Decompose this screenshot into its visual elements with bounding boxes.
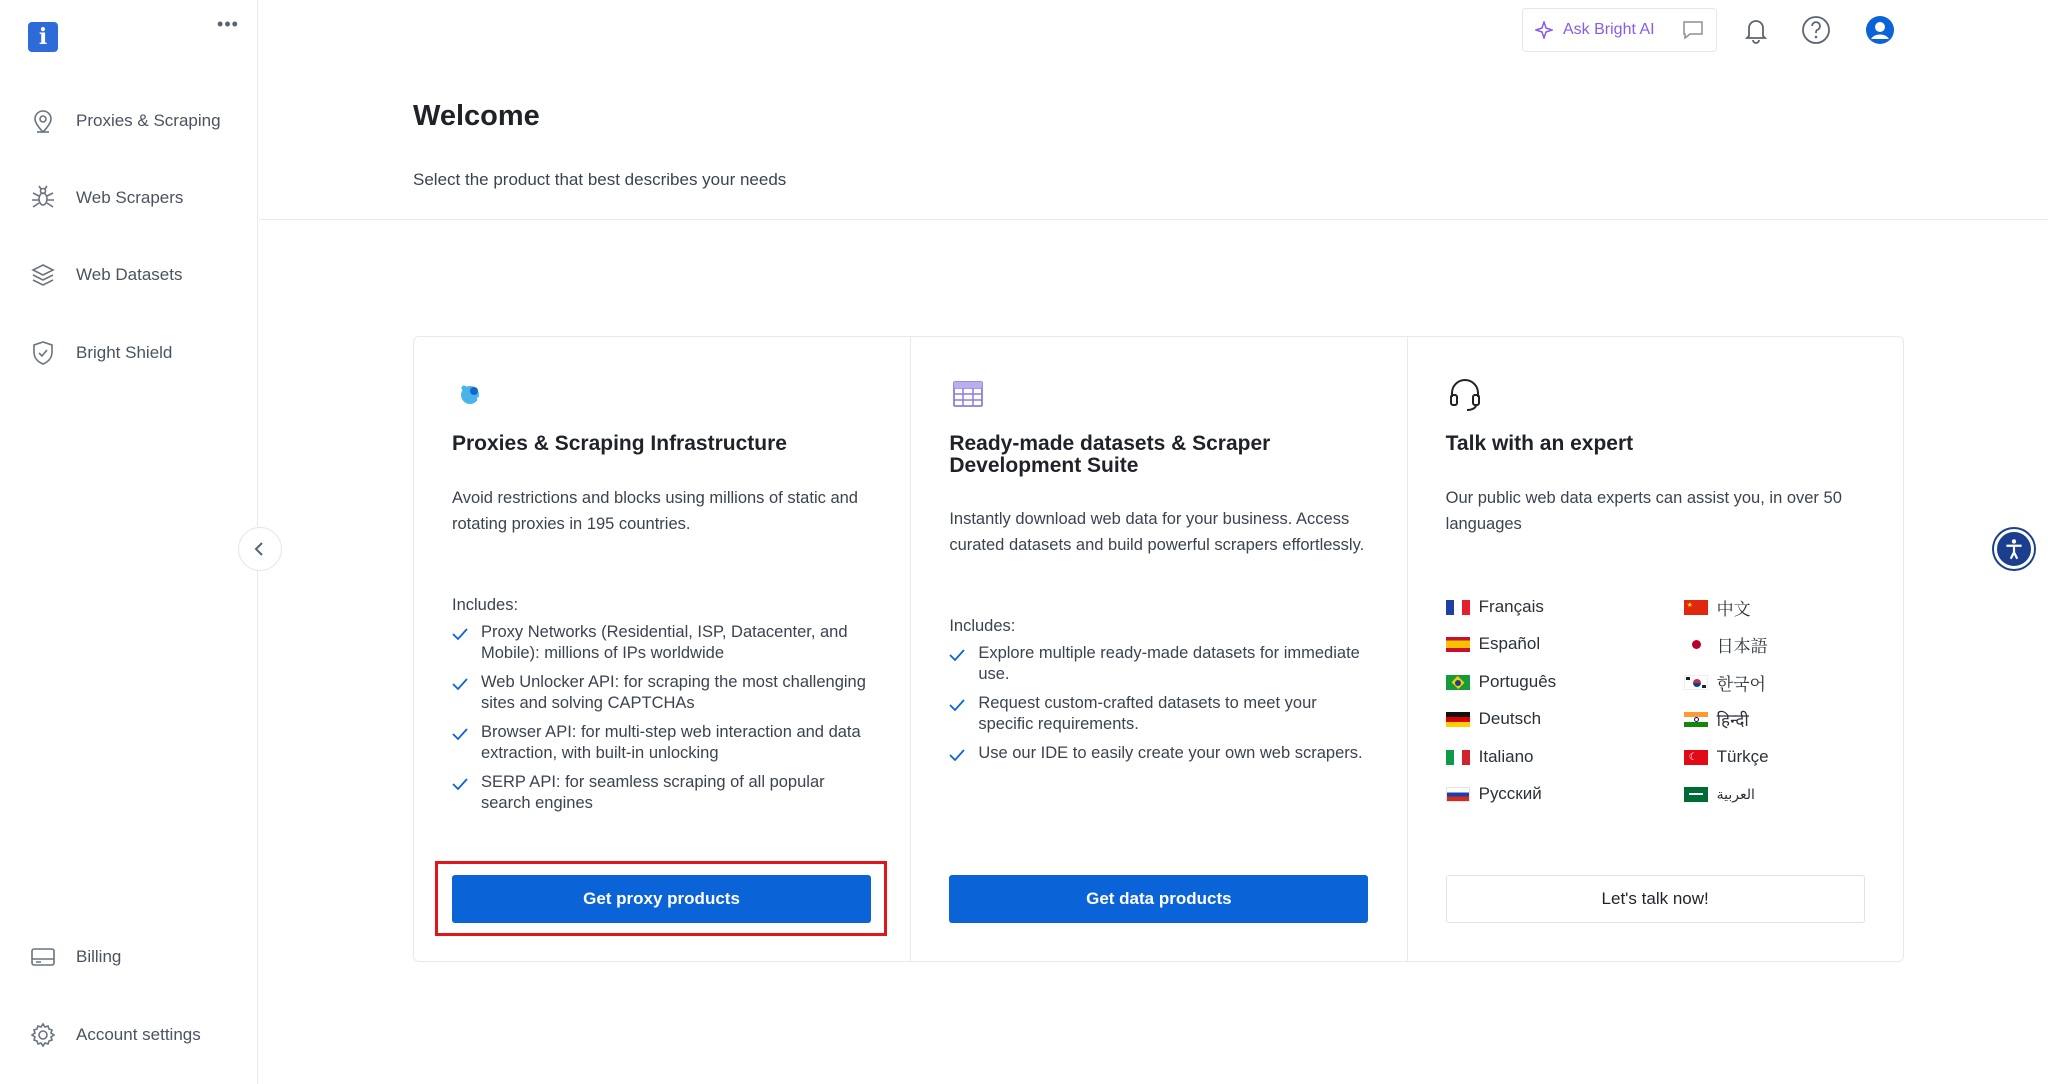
more-options-icon[interactable]: •••: [217, 14, 239, 34]
flag-saudi-arabia-icon: [1684, 787, 1708, 802]
flag-germany-icon: [1446, 712, 1470, 727]
flag-russia-icon: [1446, 787, 1470, 802]
includes-list: [452, 622, 872, 822]
check-icon: [452, 777, 468, 791]
language-label: Deutsch: [1478, 709, 1542, 728]
language-item: [1684, 745, 1769, 769]
check-icon: [452, 677, 468, 691]
list-item-text: Browser API: for multi-step web interaction and data extraction, with built-in unlocking: [481, 723, 861, 762]
bell-icon[interactable]: [1740, 14, 1772, 46]
language-item: [1446, 670, 1557, 694]
list-item: [452, 672, 872, 714]
list-item-text: SERP API: for seamless scraping of all popular search engines: [481, 773, 825, 812]
headset-icon: [1446, 375, 1484, 413]
list-item-text: Request custom-crafted datasets to meet your specific requirements.: [978, 694, 1317, 733]
language-label: Italiano: [1478, 747, 1534, 766]
flag-brazil-icon: [1446, 675, 1470, 690]
credit-card-icon: [28, 942, 58, 972]
language-item: [1446, 632, 1540, 656]
get-proxy-products-button[interactable]: Get proxy products: [452, 875, 871, 923]
language-item: [1684, 782, 1755, 806]
brand-logo-icon[interactable]: i: [28, 22, 58, 52]
check-icon: [452, 727, 468, 741]
check-icon: [452, 627, 468, 641]
includes-list: [949, 643, 1369, 772]
table-grid-icon: [949, 375, 987, 413]
list-item-text: Proxy Networks (Residential, ISP, Datacenter, and Mobile): millions of IPs worldwide: [481, 623, 848, 662]
get-data-products-button[interactable]: Get data products: [949, 875, 1368, 923]
language-item: [1684, 707, 1749, 731]
flag-india-icon: [1684, 712, 1708, 727]
flag-spain-icon: [1446, 637, 1470, 652]
check-icon: [949, 748, 965, 762]
list-item-text: Use our IDE to easily create your own web scrapers.: [978, 744, 1363, 762]
location-pin-icon: [28, 106, 58, 136]
sidebar-item-proxies-scraping[interactable]: [28, 104, 221, 138]
flag-turkey-icon: ☾: [1684, 750, 1708, 765]
flag-china-icon: ★: [1684, 600, 1708, 615]
sidebar-item-label: Web Scrapers: [76, 188, 184, 207]
language-item: [1684, 670, 1766, 694]
list-item: [452, 622, 872, 664]
shield-check-icon: [28, 338, 58, 368]
product-cards: [413, 336, 1904, 962]
list-item-text: Explore multiple ready-made datasets for immediate use.: [978, 644, 1360, 683]
proxy-network-icon: [452, 375, 490, 413]
card-title: Proxies & Scraping Infrastructure: [452, 432, 787, 455]
card-description: Avoid restrictions and blocks using millions of static and rotating proxies in 195 countries.: [452, 489, 858, 533]
language-label: Русский: [1478, 784, 1542, 803]
sidebar-item-label: Proxies & Scraping: [76, 111, 221, 130]
spider-icon: [28, 183, 58, 213]
language-label: Türkçe: [1716, 747, 1769, 766]
page-title: Welcome: [413, 100, 540, 132]
list-item: [949, 743, 1369, 764]
accessibility-icon: [2001, 536, 2027, 562]
language-item: [1446, 745, 1534, 769]
language-label: Français: [1478, 597, 1544, 616]
flag-italy-icon: [1446, 750, 1470, 765]
accessibility-widget-button[interactable]: [1994, 529, 2034, 569]
sidebar-item-account-settings[interactable]: [28, 1018, 201, 1052]
language-item: [1684, 632, 1768, 656]
language-item: [1446, 782, 1542, 806]
help-icon[interactable]: [1800, 14, 1832, 46]
ask-ai-label: Ask Bright AI: [1563, 21, 1655, 38]
list-item-text: Web Unlocker API: for scraping the most challenging sites and solving CAPTCHAs: [481, 673, 866, 712]
gear-icon: [28, 1020, 58, 1050]
check-icon: [949, 648, 965, 662]
includes-label: Includes:: [452, 596, 519, 614]
card-proxies: [414, 337, 910, 961]
language-label: 한국어: [1716, 674, 1766, 694]
card-title: Ready-made datasets & Scraper Development Suite: [949, 432, 1271, 477]
divider: [259, 219, 2048, 220]
language-label: العربية: [1716, 785, 1755, 802]
sidebar-item-billing[interactable]: [28, 940, 121, 974]
ask-ai-button[interactable]: [1522, 8, 1717, 52]
card-title: Talk with an expert: [1445, 432, 1634, 455]
sparkle-icon: [1535, 21, 1553, 39]
language-item: [1446, 595, 1544, 619]
sidebar-item-label: Billing: [76, 947, 122, 966]
sidebar-item-bright-shield[interactable]: [28, 336, 172, 370]
sidebar-item-web-datasets[interactable]: [28, 258, 182, 292]
language-item: [1684, 595, 1751, 619]
sidebar: [0, 0, 258, 1084]
list-item: [949, 643, 1369, 685]
language-item: [1446, 707, 1541, 731]
list-item: [452, 722, 872, 764]
flag-korea-icon: [1684, 675, 1708, 690]
card-description: Instantly download web data for your business. Access curated datasets and build powerful scrapers effortlessly.: [949, 510, 1365, 554]
includes-label: Includes:: [949, 617, 1016, 635]
card-expert: [1407, 337, 1903, 961]
sidebar-item-label: Account settings: [76, 1025, 201, 1044]
language-label: 中文: [1716, 599, 1751, 619]
card-description: Our public web data experts can assist you, in over 50 languages: [1445, 489, 1842, 533]
language-label: Português: [1478, 672, 1557, 691]
chevron-left-icon: [251, 540, 269, 558]
user-avatar-icon[interactable]: [1864, 14, 1896, 46]
list-item: [452, 772, 872, 814]
language-label: Español: [1478, 634, 1541, 653]
list-item: [949, 693, 1369, 735]
card-datasets: [910, 337, 1406, 961]
language-label: हिन्दी: [1716, 710, 1749, 730]
language-label: 日本語: [1716, 636, 1768, 656]
chat-bubble-icon: [1682, 20, 1704, 40]
sidebar-item-label: Bright Shield: [76, 343, 173, 362]
page-subtitle: Select the product that best describes your needs: [413, 170, 787, 189]
flag-japan-icon: [1684, 637, 1708, 652]
lets-talk-now-button[interactable]: Let's talk now!: [1446, 875, 1865, 923]
flag-france-icon: [1446, 600, 1470, 615]
collapse-sidebar-button[interactable]: [238, 527, 282, 571]
check-icon: [949, 698, 965, 712]
layers-icon: [28, 260, 58, 290]
sidebar-item-label: Web Datasets: [76, 265, 183, 284]
sidebar-item-web-scrapers[interactable]: [28, 181, 183, 215]
